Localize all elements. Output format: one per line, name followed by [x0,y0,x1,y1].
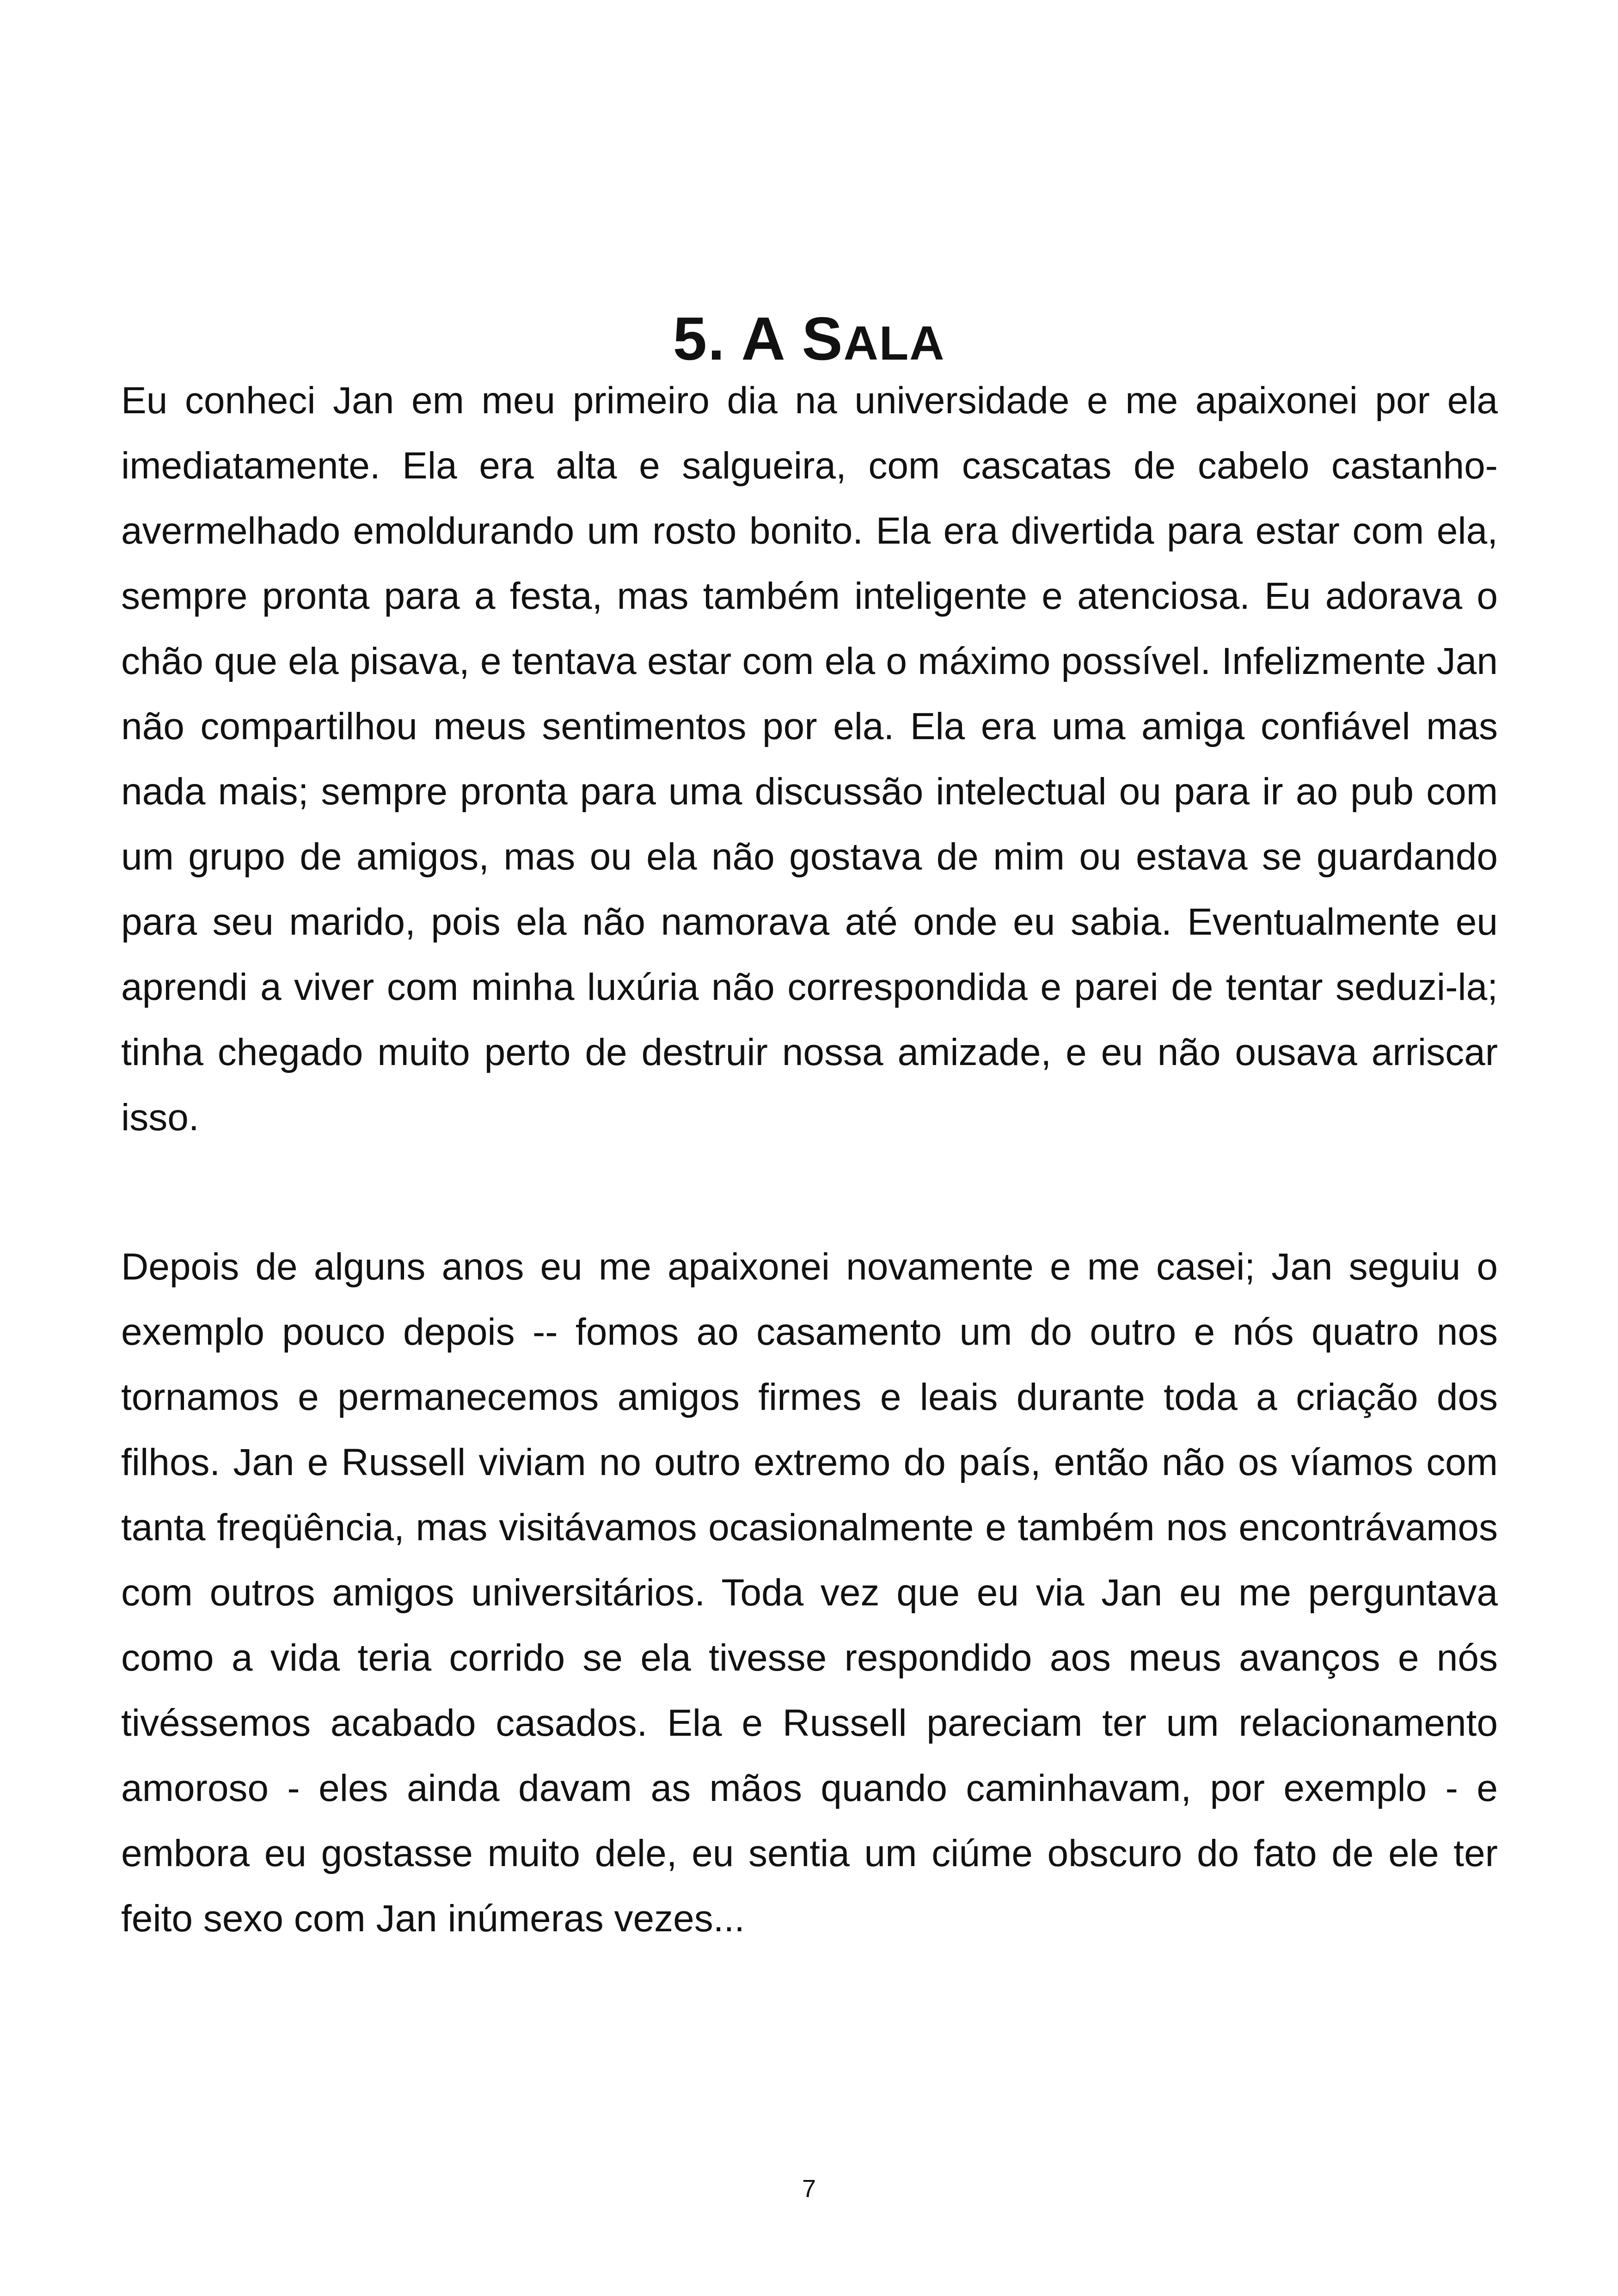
paragraph-1: Eu conheci Jan em meu primeiro dia na universidade e me apaixonei por ela imediatamente. Ela era alta e salgueira, com cascatas de cabelo castanho-avermelhado emoldurando um rosto bonito. Ela era divertida para estar com ela, sempre pronta para a festa, mas também inteligente e atenciosa. Eu adorava o chão que ela pisava, e tentava estar com ela o máximo possível. Infelizmente Jan não compartilhou meus sentimentos por ela. Ela era uma amiga confiável mas nada mais; sempre pronta para uma discussão intelectual ou para ir ao pub com um grupo de amigos, mas ou ela não gostava de mim ou estava se guardando para seu marido, pois ela não namorava até onde eu sabia. Eventualmente eu aprendi a viver com minha luxúria não correspondida e parei de tentar seduzi-la; tinha chegado muito perto de destruir nossa amizade, e eu não ousava arriscar isso. [121,380,1498,1139]
chapter-title-prefix: 5. A S [673,305,844,373]
page-number: 7 [802,2175,816,2203]
chapter-title-smallcaps: ALA [843,317,945,371]
paragraph-2: Depois de alguns anos eu me apaixonei novamente e me casei; Jan seguiu o exemplo pouco depois -- fomos ao casamento um do outro e nós quatro nos tornamos e permanecemos amigos firmes e leais durante toda a criação dos filhos. Jan e Russell viviam no outro extremo do país, então não os víamos com tanta freqüência, mas visitávamos ocasionalmente e também nos encontrávamos com outros amigos universitários. Toda vez que eu via Jan eu me perguntava como a vida teria corrido se ela tivesse respondido aos meus avanços e nós tivéssemos acabado casados. Ela e Russell pareciam ter um relacionamento amoroso - eles ainda davam as mãos quando caminhavam, por exemplo - e embora eu gostasse muito dele, eu sentia um ciúme obscuro do fato de ele ter feito sexo com Jan inúmeras vezes... [121,1246,1498,1940]
